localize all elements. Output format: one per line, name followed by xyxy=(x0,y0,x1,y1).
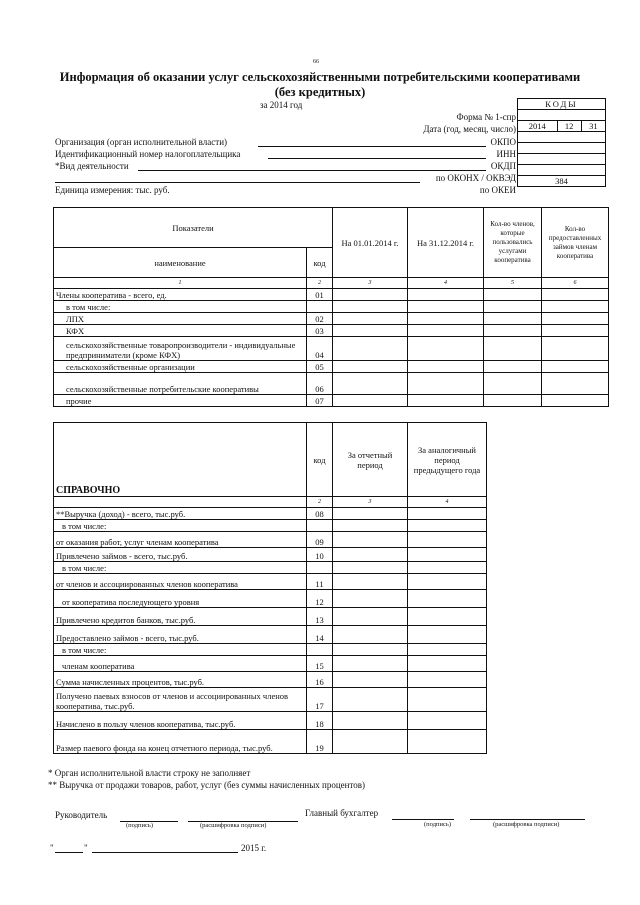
value-cell[interactable] xyxy=(542,325,609,337)
members-table xyxy=(53,207,609,407)
row-name: от членов и ассоциированных членов кооператива xyxy=(54,574,307,590)
table-row xyxy=(54,508,487,520)
value-cell[interactable] xyxy=(484,289,542,301)
table-row xyxy=(54,361,609,373)
row-code: 19 xyxy=(307,730,333,754)
value-cell[interactable] xyxy=(408,672,487,688)
row-code: 08 xyxy=(307,508,333,520)
value-cell[interactable] xyxy=(484,361,542,373)
value-cell[interactable] xyxy=(333,325,408,337)
value-cell[interactable] xyxy=(333,532,408,548)
table-row xyxy=(54,562,487,574)
header-col-loans-count: Кол-во предоставленных займов членам кооператива xyxy=(542,208,609,278)
value-cell[interactable] xyxy=(408,688,487,712)
date-label: Дата (год, месяц, число) xyxy=(423,124,516,134)
value-cell[interactable] xyxy=(408,608,487,626)
date-quote-open: " xyxy=(50,843,54,853)
inn-code-label: ИНН xyxy=(496,149,516,159)
header-code: код xyxy=(307,423,333,497)
value-cell[interactable] xyxy=(484,337,542,361)
row-name: прочие xyxy=(54,395,307,407)
date-month[interactable]: 12 xyxy=(557,121,581,132)
value-cell[interactable] xyxy=(333,730,408,754)
footnote-1: * Орган исполнительной власти строку не заполняет xyxy=(48,768,251,778)
okdp-cell[interactable] xyxy=(518,154,606,165)
value-cell[interactable] xyxy=(333,672,408,688)
accountant-decode-line[interactable] xyxy=(470,819,585,820)
head-label: Руководитель xyxy=(55,810,108,820)
value-cell[interactable] xyxy=(484,373,542,395)
okei-cell[interactable]: 384 xyxy=(518,176,606,187)
value-cell[interactable] xyxy=(542,373,609,395)
col-number: 4 xyxy=(408,278,484,289)
value-cell[interactable] xyxy=(484,395,542,407)
col-number: 2 xyxy=(307,278,333,289)
row-code: 15 xyxy=(307,656,333,672)
col-number: 5 xyxy=(484,278,542,289)
row-name: Члены кооператива - всего, ед. xyxy=(54,289,307,301)
table-row xyxy=(54,325,609,337)
okpo-label: ОКПО xyxy=(490,137,516,147)
row-name: Предоставлено займов - всего, тыс.руб. xyxy=(54,626,307,644)
value-cell[interactable] xyxy=(333,656,408,672)
value-cell[interactable] xyxy=(408,656,487,672)
row-name: **Выручка (доход) - всего, тыс.руб. xyxy=(54,508,307,520)
form-label: Форма № 1-спр xyxy=(456,112,516,122)
value-cell[interactable] xyxy=(333,644,408,656)
row-name: Привлечено займов - всего, тыс.руб. xyxy=(54,548,307,562)
table-row xyxy=(54,520,487,532)
head-decode-hint: (расшифровка подписи) xyxy=(200,822,267,829)
table-row xyxy=(54,313,609,325)
col-number: 1 xyxy=(54,278,307,289)
row-code xyxy=(307,520,333,532)
value-cell[interactable] xyxy=(408,361,484,373)
value-cell[interactable] xyxy=(408,325,484,337)
date-quote-close: " xyxy=(84,843,88,853)
table-row xyxy=(54,373,609,395)
page-number: 66 xyxy=(313,59,319,65)
row-code: 16 xyxy=(307,672,333,688)
table-row xyxy=(54,656,487,672)
accountant-label: Главный бухгалтер xyxy=(305,808,379,818)
value-cell[interactable] xyxy=(408,532,487,548)
col-number: 4 xyxy=(408,497,487,508)
row-code: 10 xyxy=(307,548,333,562)
row-name: в том числе: xyxy=(54,562,307,574)
row-name: сельскохозяйственные потребительские кооперативы xyxy=(54,373,307,395)
footnote-2: ** Выручка от продажи товаров, работ, услуг (без суммы начисленных процентов) xyxy=(48,780,366,790)
head-sign-hint: (подпись) xyxy=(126,822,153,829)
row-code: 02 xyxy=(307,313,333,325)
value-cell[interactable] xyxy=(408,548,487,562)
date-day[interactable]: 31 xyxy=(581,121,605,132)
row-name: от кооператива последующего уровня xyxy=(54,590,307,608)
accountant-decode-hint: (расшифровка подписи) xyxy=(493,821,560,828)
section-reference: СПРАВОЧНО xyxy=(54,423,307,497)
row-code: 17 xyxy=(307,688,333,712)
row-name: сельскохозяйственные товаропроизводители - индивидуальные предприниматели (кроме КФХ) xyxy=(54,337,307,361)
row-code: 06 xyxy=(307,373,333,395)
header-current-period: За отчетный период xyxy=(333,423,408,497)
value-cell[interactable] xyxy=(408,562,487,574)
row-name: Сумма начисленных процентов, тыс.руб. xyxy=(54,672,307,688)
header-col-members-used: Кол-во членов, которые пользовались услугами кооператива xyxy=(484,208,542,278)
value-cell[interactable] xyxy=(542,337,609,361)
okdp-label: ОКДП xyxy=(490,161,516,171)
table-row xyxy=(54,688,487,712)
row-name: в том числе: xyxy=(54,301,307,313)
org-input-line[interactable] xyxy=(258,146,486,147)
value-cell[interactable] xyxy=(408,730,487,754)
date-day-line[interactable] xyxy=(55,852,83,853)
row-name: членам кооператива xyxy=(54,656,307,672)
row-code: 12 xyxy=(307,590,333,608)
header-previous-period: За аналогичный период предыдущего года xyxy=(408,423,487,497)
okonh-cell[interactable] xyxy=(518,165,606,176)
table-row xyxy=(54,730,487,754)
date-year[interactable]: 2014 xyxy=(518,121,558,132)
accountant-sign-hint: (подпись) xyxy=(424,821,451,828)
value-cell[interactable] xyxy=(408,574,487,590)
activity-input-line[interactable] xyxy=(138,170,486,171)
table-row xyxy=(54,532,487,548)
codes-table xyxy=(517,98,606,187)
form-code-cell[interactable] xyxy=(518,110,606,121)
value-cell[interactable] xyxy=(333,289,408,301)
okpo-cell[interactable] xyxy=(518,132,606,143)
inn-input-line[interactable] xyxy=(268,158,486,159)
row-name: в том числе: xyxy=(54,644,307,656)
header-name: наименование xyxy=(54,248,307,278)
value-cell[interactable] xyxy=(333,548,408,562)
value-cell[interactable] xyxy=(408,301,484,313)
value-cell[interactable] xyxy=(408,508,487,520)
value-cell[interactable] xyxy=(408,590,487,608)
table-row xyxy=(54,626,487,644)
value-cell[interactable] xyxy=(333,520,408,532)
value-cell[interactable] xyxy=(408,712,487,730)
table-row xyxy=(54,301,609,313)
value-cell[interactable] xyxy=(542,361,609,373)
value-cell[interactable] xyxy=(542,313,609,325)
value-cell[interactable] xyxy=(333,712,408,730)
value-cell[interactable] xyxy=(484,325,542,337)
value-cell[interactable] xyxy=(408,520,487,532)
row-name: Получено паевых взносов от членов и ассоциированных членов кооператива, тыс.руб. xyxy=(54,688,307,712)
okonh-label: по ОКОНХ / ОКВЭД xyxy=(435,173,516,183)
row-name: ЛПХ xyxy=(54,313,307,325)
row-name: Размер паевого фонда на конец отчетного периода, тыс.руб. xyxy=(54,730,307,754)
value-cell[interactable] xyxy=(408,313,484,325)
value-cell[interactable] xyxy=(333,590,408,608)
table-row xyxy=(54,548,487,562)
row-name: в том числе: xyxy=(54,520,307,532)
col-number: 3 xyxy=(333,497,408,508)
row-code: 04 xyxy=(307,337,333,361)
okei-label: по ОКЕИ xyxy=(479,185,516,195)
table-row xyxy=(54,672,487,688)
value-cell[interactable] xyxy=(333,395,408,407)
form-title: Информация об оказании услуг сельскохозяйственными потребительскими кооперативами xyxy=(59,70,581,84)
table-row xyxy=(54,574,487,590)
form-subtitle: (без кредитных) xyxy=(274,85,366,99)
inn-cell[interactable] xyxy=(518,143,606,154)
table-row xyxy=(54,337,609,361)
row-code: 09 xyxy=(307,532,333,548)
value-cell[interactable] xyxy=(333,626,408,644)
value-cell[interactable] xyxy=(408,644,487,656)
value-cell[interactable] xyxy=(408,626,487,644)
unit-label: Единица измерения: тыс. руб. xyxy=(55,185,170,195)
value-cell[interactable] xyxy=(333,688,408,712)
row-name: Начислено в пользу членов кооператива, тыс.руб. xyxy=(54,712,307,730)
value-cell[interactable] xyxy=(333,313,408,325)
value-cell[interactable] xyxy=(333,508,408,520)
value-cell[interactable] xyxy=(542,289,609,301)
row-name: КФХ xyxy=(54,325,307,337)
header-col-end: На 31.12.2014 г. xyxy=(408,208,484,278)
value-cell[interactable] xyxy=(333,562,408,574)
value-cell[interactable] xyxy=(333,337,408,361)
org-label: Организация (орган исполнительной власти) xyxy=(55,137,228,147)
activity-input-line-2[interactable] xyxy=(55,182,420,183)
value-cell[interactable] xyxy=(484,301,542,313)
table-row xyxy=(54,590,487,608)
row-code: 03 xyxy=(307,325,333,337)
value-cell[interactable] xyxy=(333,608,408,626)
row-code: 13 xyxy=(307,608,333,626)
row-code xyxy=(307,644,333,656)
value-cell[interactable] xyxy=(408,289,484,301)
report-period: за 2014 год xyxy=(260,100,303,110)
value-cell[interactable] xyxy=(333,574,408,590)
activity-label: *Вид деятельности xyxy=(55,161,129,171)
row-name: сельскохозяйственные организации xyxy=(54,361,307,373)
row-code: 18 xyxy=(307,712,333,730)
row-name: от оказания работ, услуг членам кооператива xyxy=(54,532,307,548)
row-code: 01 xyxy=(307,289,333,301)
table-row xyxy=(54,289,609,301)
value-cell[interactable] xyxy=(542,301,609,313)
col-number: 3 xyxy=(333,278,408,289)
codes-header: КОДЫ xyxy=(518,99,606,110)
col-number: 2 xyxy=(307,497,333,508)
row-code: 11 xyxy=(307,574,333,590)
accountant-signature-line[interactable] xyxy=(392,819,454,820)
col-number: 6 xyxy=(542,278,609,289)
row-code: 07 xyxy=(307,395,333,407)
row-name: Привлечено кредитов банков, тыс.руб. xyxy=(54,608,307,626)
row-code: 05 xyxy=(307,361,333,373)
value-cell[interactable] xyxy=(542,395,609,407)
value-cell[interactable] xyxy=(484,313,542,325)
header-col-start: На 01.01.2014 г. xyxy=(333,208,408,278)
date-month-line[interactable] xyxy=(92,852,238,853)
value-cell[interactable] xyxy=(333,361,408,373)
inn-label: Идентификационный номер налогоплательщика xyxy=(55,149,241,159)
table-row xyxy=(54,608,487,626)
table-row xyxy=(54,395,609,407)
date-year: 2015 г. xyxy=(241,843,267,853)
row-code xyxy=(307,562,333,574)
table-row xyxy=(54,712,487,730)
header-indicators: Показатели xyxy=(54,208,333,248)
value-cell[interactable] xyxy=(333,373,408,395)
value-cell[interactable] xyxy=(333,301,408,313)
row-code: 14 xyxy=(307,626,333,644)
row-code xyxy=(307,301,333,313)
value-cell[interactable] xyxy=(408,337,484,361)
table-row xyxy=(54,644,487,656)
header-code: код xyxy=(307,248,333,278)
value-cell[interactable] xyxy=(408,395,484,407)
value-cell[interactable] xyxy=(408,373,484,395)
reference-table xyxy=(53,422,487,754)
